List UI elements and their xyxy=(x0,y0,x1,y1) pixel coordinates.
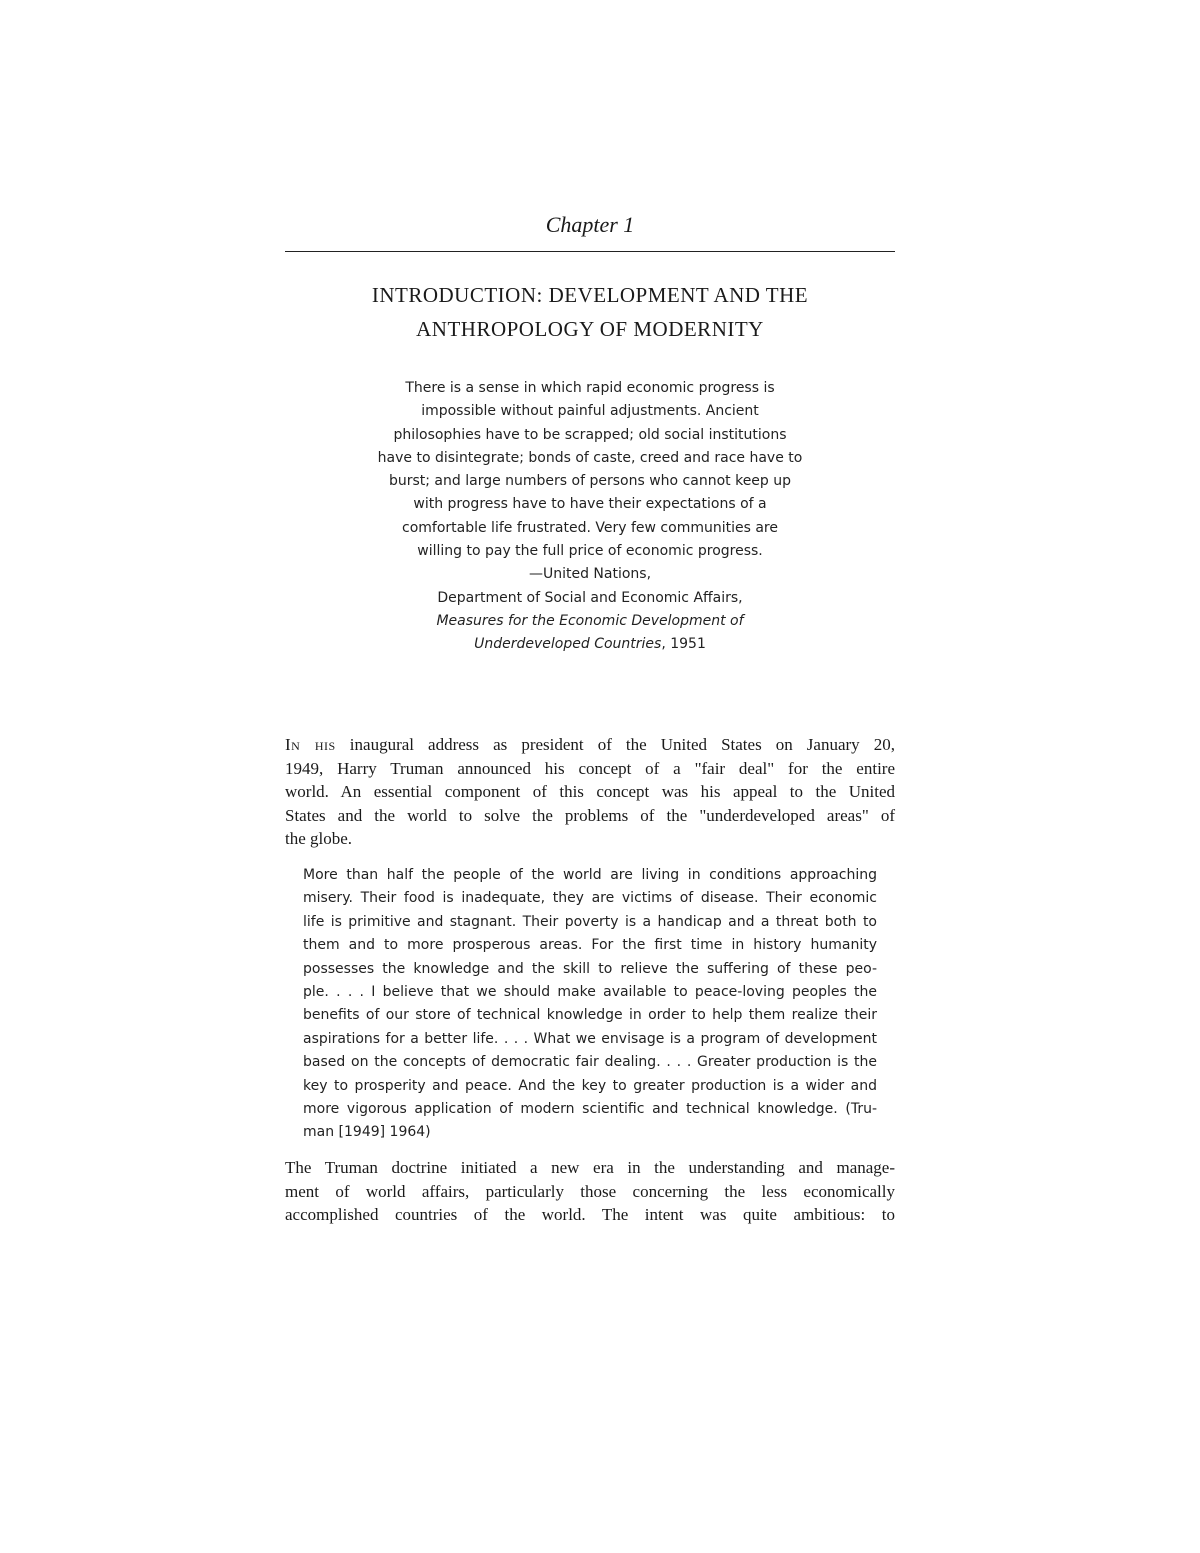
epigraph-line: impossible without painful adjustments. Ancient xyxy=(421,403,759,420)
blockquote-line: key to prosperity and peace. And the key to greater production is a wider and xyxy=(303,1077,877,1094)
blockquote-line: ple. . . . I believe that we should make available to peace-loving peoples the xyxy=(303,984,877,1001)
paragraph-line: the globe. xyxy=(285,829,353,848)
epigraph-line: There is a sense in which rapid economic progress is xyxy=(405,380,775,396)
paragraph-1 xyxy=(285,733,895,851)
truman-blockquote xyxy=(303,864,877,1145)
blockquote-line: man [1949] 1964) xyxy=(303,1124,431,1141)
paragraph-dropcap: In his xyxy=(285,735,336,754)
chapter-label: Chapter 1 xyxy=(545,212,635,237)
epigraph-attribution-source: —United Nations, xyxy=(528,566,652,583)
epigraph-line: philosophies have to be scrapped; old social institutions xyxy=(393,426,787,443)
paragraph-line: 1949, Harry Truman announced his concept of a "fair deal" for the entire xyxy=(285,758,895,778)
blockquote-line: possesses the knowledge and the skill to relieve the suffering of these peo- xyxy=(303,960,877,977)
paragraph-line: ment of world affairs, particularly those concerning the less economically xyxy=(285,1181,895,1201)
epigraph-attribution-title-end xyxy=(340,633,840,656)
blockquote-line: life is primitive and stagnant. Their poverty is a handicap and a threat both to xyxy=(303,913,877,930)
paragraph-line-text: inaugural address as president of the United States on January 20, xyxy=(335,735,895,754)
blockquote-line: based on the concepts of democratic fair dealing. . . . Greater production is the xyxy=(303,1054,877,1071)
epigraph-attribution-year: , 1951 xyxy=(661,636,706,653)
epigraph xyxy=(340,377,840,657)
blockquote-line: them and to more prosperous areas. For the first time in history humanity xyxy=(303,937,877,954)
blockquote-line: aspirations for a better life. . . . What we envisage is a program of development xyxy=(303,1030,877,1047)
blockquote-line: misery. Their food is inadequate, they are victims of disease. Their economic xyxy=(303,890,877,907)
epigraph-line: comfortable life frustrated. Very few communities are xyxy=(402,519,778,536)
paragraph-line: accomplished countries of the world. The intent was quite ambitious: to xyxy=(285,1205,895,1224)
chapter-title-line: INTRODUCTION: DEVELOPMENT AND THE xyxy=(371,283,809,307)
epigraph-line: have to disintegrate; bonds of caste, creed and race have to xyxy=(377,449,803,466)
paragraph-line xyxy=(285,733,895,757)
paragraph-line: States and the world to solve the problems of the "underdeveloped areas" of xyxy=(285,805,895,825)
epigraph-attribution-department: Department of Social and Economic Affairs, xyxy=(437,589,743,606)
blockquote-line: more vigorous application of modern scientific and technical knowledge. (Tru- xyxy=(303,1101,877,1118)
paragraph-line: world. An essential component of this concept was his appeal to the United xyxy=(285,782,895,801)
epigraph-line: burst; and large numbers of persons who cannot keep up xyxy=(388,473,792,490)
epigraph-line: willing to pay the full price of economic progress. xyxy=(417,543,763,560)
blockquote-line: More than half the people of the world are living in conditions approaching xyxy=(303,867,877,883)
epigraph-attribution-title: Measures for the Economic Development of xyxy=(436,612,744,629)
blockquote-line: benefits of our store of technical knowledge in order to help them realize their xyxy=(303,1007,877,1024)
chapter-title-line: ANTHROPOLOGY OF MODERNITY xyxy=(416,317,764,341)
epigraph-line: with progress have to have their expectations of a xyxy=(413,496,767,513)
epigraph-attribution-title-tail: Underdeveloped Countries xyxy=(474,636,662,653)
paragraph-2 xyxy=(285,1156,895,1227)
paragraph-line: The Truman doctrine initiated a new era in the understanding and manage- xyxy=(285,1158,895,1177)
chapter-title xyxy=(285,278,895,346)
chapter-rule xyxy=(285,251,895,252)
